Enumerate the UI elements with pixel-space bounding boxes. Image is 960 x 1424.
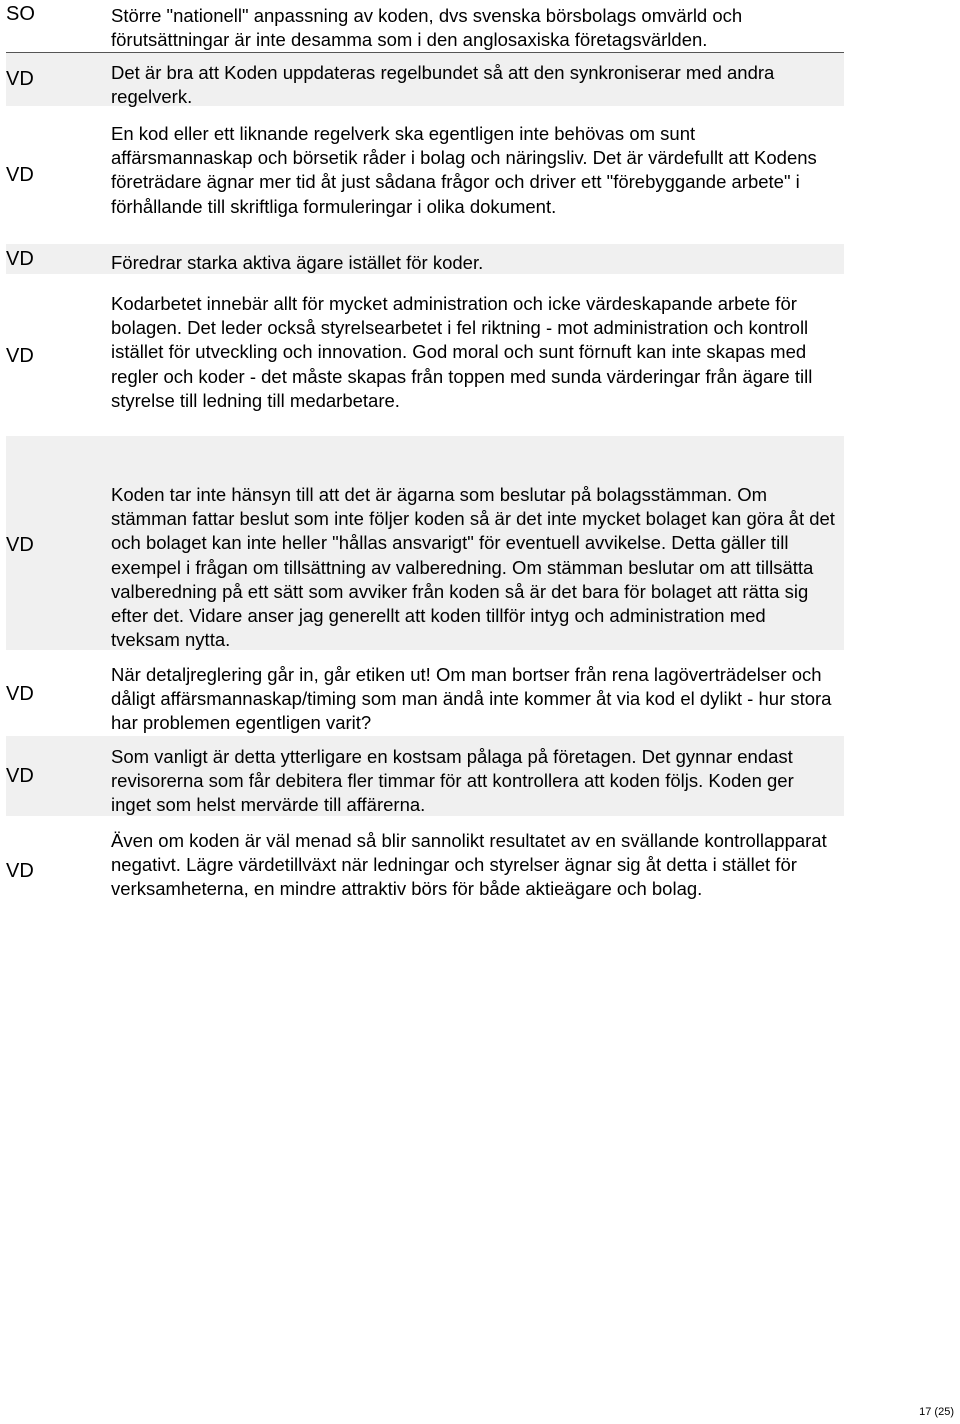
respondent-code: VD: [6, 860, 34, 882]
page-number: 17 (25): [919, 1406, 954, 1418]
respondent-code: VD: [6, 164, 34, 186]
respondent-code: VD: [6, 248, 34, 270]
comment-text: Koden tar inte hänsyn till att det är ägarna som beslutar på bolagsstämman. Om stämman fattar beslut som inte följer koden så är det inte mycket bolaget kan göra åt det och bolaget kan inte heller "hållas ansvarigt" för eventuell avvikelse. Detta gäller till exempel i frågan om tillsättning av valberedning. Om stämman beslutar om att tillsätta valberedning på ett sätt som avviker från koden så är det bara för bolaget att rätta sig efter det. Vidare anser jag generellt att koden tillför intyg och administration med tveksam nytta.: [111, 484, 835, 651]
respondent-code: VD: [6, 345, 34, 367]
comment-text: Större "nationell" anpassning av koden, dvs svenska börsbolags omvärld och förutsättningar är inte desamma som i den anglosaxiska företagsvärlden.: [111, 5, 743, 51]
comment-text: En kod eller ett liknande regelverk ska egentligen inte behövas om sunt affärsmannaskap och börsetik råder i bolag och näringsliv. Det är värdefullt att Kodens företrädare ägnar mer tid åt just sådana frågor och driver ett "förebyggande arbete" i förhållande till skriftliga formuleringar i olika dokument.: [111, 123, 817, 217]
respondent-code: VD: [6, 683, 34, 705]
comment-text: När detaljreglering går in, går etiken ut! Om man bortser från rena lagöverträdelser och dåligt affärsmannaskap/timing som man ändå inte kommer åt via kod el dylikt - hur stora har problemen egentligen varit?: [111, 664, 832, 734]
respondent-code: SO: [6, 3, 35, 25]
respondent-code: VD: [6, 534, 34, 556]
comment-text: Även om koden är väl menad så blir sannolikt resultatet av en svällande kontrollapparat negativt. Lägre värdetillväxt när ledningar och styrelser ägnar sig åt detta i stället för verksamheterna, en mindre attraktiv börs för både aktieägare och bolag.: [111, 830, 827, 900]
comment-text: Kodarbetet innebär allt för mycket administration och icke värdeskapande arbete för bolagen. Det leder också styrelsearbetet i fel riktning - mot administration och kontroll istället för utveckling och innovation. God moral och sunt förnuft kan inte skapas med regler och koder - det måste skapas från toppen med sunda värderingar från ägare till styrelse till ledning till medarbetare.: [111, 293, 813, 411]
respondent-code: VD: [6, 68, 34, 90]
comment-text: Föredrar starka aktiva ägare istället för koder.: [111, 252, 484, 273]
comment-text: Det är bra att Koden uppdateras regelbundet så att den synkroniserar med andra regelverk.: [111, 62, 775, 108]
respondent-code: VD: [6, 765, 34, 787]
comment-text: Som vanligt är detta ytterligare en kostsam pålaga på företagen. Det gynnar endast revisorerna som får debitera fler timmar för att kontrollera att koden följs. Koden ger inget som helst mervärde till affärerna.: [111, 746, 794, 816]
